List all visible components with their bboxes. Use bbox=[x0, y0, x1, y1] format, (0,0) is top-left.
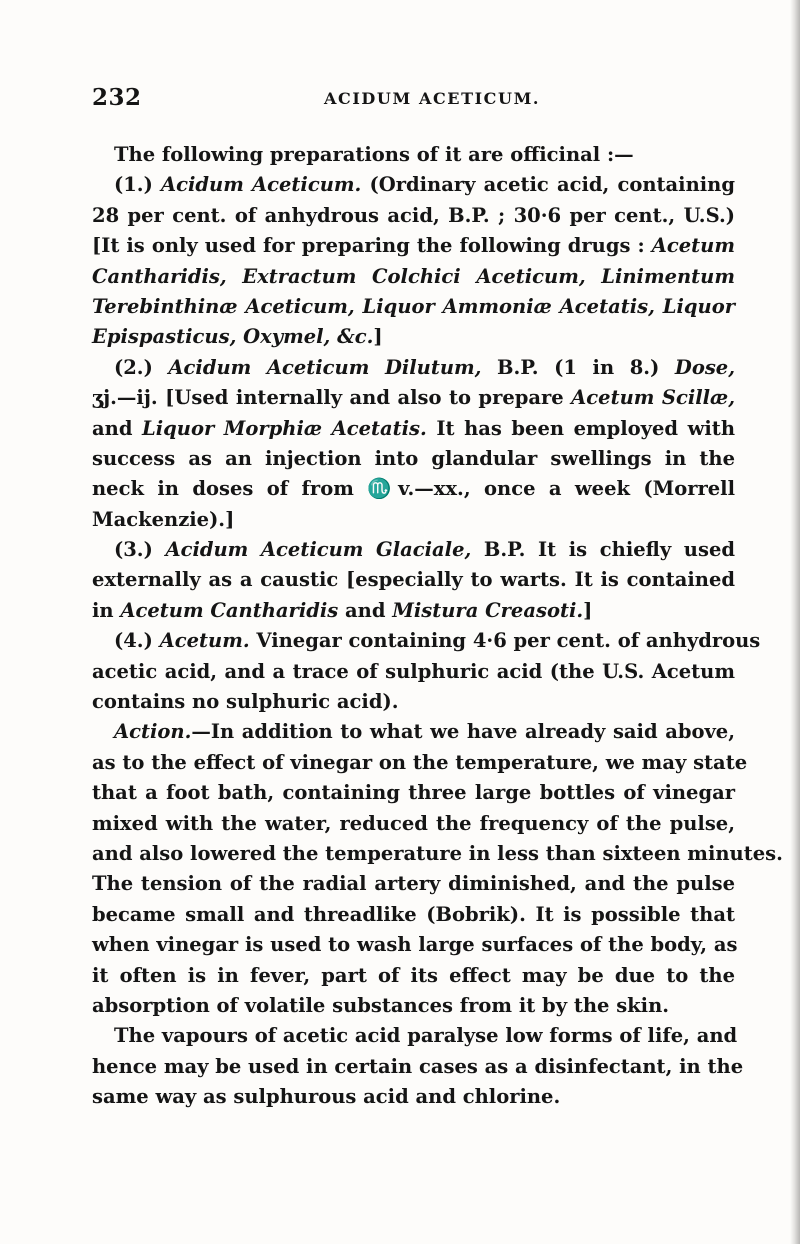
text-run: neck in doses of from ♏v.—xx., once a week (Morrell bbox=[92, 477, 735, 501]
text-line bbox=[92, 596, 735, 626]
text-run: Acetum. bbox=[159, 629, 250, 653]
text-run: Action. bbox=[114, 720, 192, 744]
text-line bbox=[92, 444, 735, 474]
text-line bbox=[92, 809, 735, 839]
text-run: same way as sulphurous acid and chlorine. bbox=[92, 1085, 561, 1109]
text-run: (2.) bbox=[114, 355, 169, 379]
text-run: Dose, bbox=[674, 355, 735, 379]
text-line bbox=[92, 170, 735, 200]
text-run: in bbox=[92, 598, 121, 622]
text-line bbox=[92, 535, 735, 565]
text-run: ] bbox=[373, 325, 383, 349]
text-line bbox=[92, 474, 735, 504]
text-run: mixed with the water, reduced the frequency of the pulse, bbox=[92, 811, 735, 835]
text-run: ʒj.—ij. [Used internally and also to prepare bbox=[92, 386, 572, 410]
text-line bbox=[92, 383, 735, 413]
text-run: (Ordinary acetic acid, containing bbox=[361, 173, 735, 197]
text-run: it often is in fever, part of its effect may be due to the bbox=[92, 963, 735, 987]
text-run: Acidum Aceticum Glaciale, bbox=[165, 538, 472, 562]
text-run: Acetum Scillæ, bbox=[571, 386, 735, 410]
text-run: Acetum bbox=[651, 234, 735, 258]
text-run: Acetum Cantharidis bbox=[120, 598, 339, 622]
text-run: and bbox=[338, 598, 393, 622]
text-line bbox=[92, 231, 735, 261]
text-run: as to the effect of vinegar on the temperature, we may state bbox=[92, 750, 748, 774]
text-run: The vapours of acetic acid paralyse low forms of life, and bbox=[114, 1024, 738, 1048]
text-run: hence may be used in certain cases as a disinfectant, in the bbox=[92, 1054, 744, 1078]
text-run: B.P. It is chiefly used bbox=[471, 538, 735, 562]
text-line bbox=[92, 565, 735, 595]
text-run: that a foot bath, containing three large bottles of vinegar bbox=[92, 781, 735, 805]
text-line bbox=[92, 991, 735, 1021]
text-run: Vinegar containing 4·6 per cent. of anhydrous bbox=[249, 629, 761, 653]
text-run: contains no sulphuric acid). bbox=[92, 690, 399, 714]
text-line bbox=[92, 717, 735, 747]
text-run: The following preparations of it are officinal :— bbox=[114, 143, 634, 166]
text-run: Cantharidis, Extractum Colchici Aceticum, Linimentum bbox=[92, 264, 735, 288]
text-run: Epispasticus, Oxymel, &c. bbox=[92, 325, 374, 349]
page-edge-shadow bbox=[790, 0, 800, 1244]
text-run: became small and threadlike (Bobrik). It is possible that bbox=[92, 902, 735, 926]
text-line bbox=[92, 1021, 738, 1051]
text-line bbox=[92, 778, 735, 808]
text-line bbox=[92, 748, 748, 778]
text-line bbox=[92, 322, 735, 352]
running-title: ACIDUM ACETICUM. bbox=[324, 89, 541, 108]
text-run: 28 per cent. of anhydrous acid, B.P. ; 30·6 per cent., U.S.) bbox=[92, 203, 735, 227]
text-line bbox=[92, 353, 735, 383]
text-run: absorption of volatile substances from it by the skin. bbox=[92, 993, 670, 1017]
text-line bbox=[92, 140, 735, 170]
text-line bbox=[92, 201, 735, 231]
text-line bbox=[92, 657, 735, 687]
text-run: (4.) bbox=[114, 629, 160, 653]
text-line bbox=[92, 505, 735, 535]
text-run: Mackenzie).] bbox=[92, 507, 235, 531]
text-run: success as an injection into glandular swellings in the bbox=[92, 446, 735, 470]
text-run: The tension of the radial artery diminished, and the pulse bbox=[92, 872, 735, 896]
text-run: It has been employed with bbox=[426, 416, 735, 440]
text-run: Terebinthinæ Aceticum, Liquor Ammoniæ Acetatis, Liquor bbox=[92, 294, 735, 318]
text-run: externally as a caustic [especially to warts. It is contained bbox=[92, 568, 735, 592]
text-run: Acidum Aceticum Dilutum, bbox=[168, 355, 482, 379]
text-line bbox=[92, 414, 735, 444]
text-line bbox=[92, 900, 735, 930]
text-run: —In addition to what we have already said above, bbox=[191, 720, 735, 744]
text-run: [It is only used for preparing the following drugs : bbox=[92, 234, 652, 258]
body-text bbox=[92, 140, 783, 1113]
text-run: ] bbox=[583, 598, 593, 622]
text-run: Acidum Aceticum. bbox=[160, 173, 362, 197]
text-run: B.P. (1 in 8.) bbox=[481, 355, 675, 379]
text-run: Mistura Creasoti. bbox=[392, 598, 584, 622]
text-line bbox=[92, 262, 735, 292]
text-line bbox=[92, 930, 738, 960]
text-line bbox=[92, 292, 735, 322]
text-line bbox=[92, 839, 783, 869]
text-run: (1.) bbox=[114, 173, 161, 197]
text-run: (3.) bbox=[114, 538, 166, 562]
text-run: Liquor Morphiæ Acetatis. bbox=[142, 416, 427, 440]
text-run: and bbox=[92, 416, 143, 440]
text-line bbox=[92, 687, 735, 717]
text-run: acetic acid, and a trace of sulphuric acid (the U.S. Acetum bbox=[92, 659, 735, 683]
text-line bbox=[92, 961, 735, 991]
text-line bbox=[92, 1082, 735, 1112]
text-line bbox=[92, 869, 735, 899]
text-line bbox=[92, 626, 761, 656]
text-line bbox=[92, 1052, 744, 1082]
running-head bbox=[92, 84, 732, 114]
text-run: and also lowered the temperature in less than sixteen minutes. bbox=[92, 841, 783, 865]
text-run: when vinegar is used to wash large surfaces of the body, as bbox=[92, 933, 738, 957]
page-number: 232 bbox=[92, 84, 142, 111]
